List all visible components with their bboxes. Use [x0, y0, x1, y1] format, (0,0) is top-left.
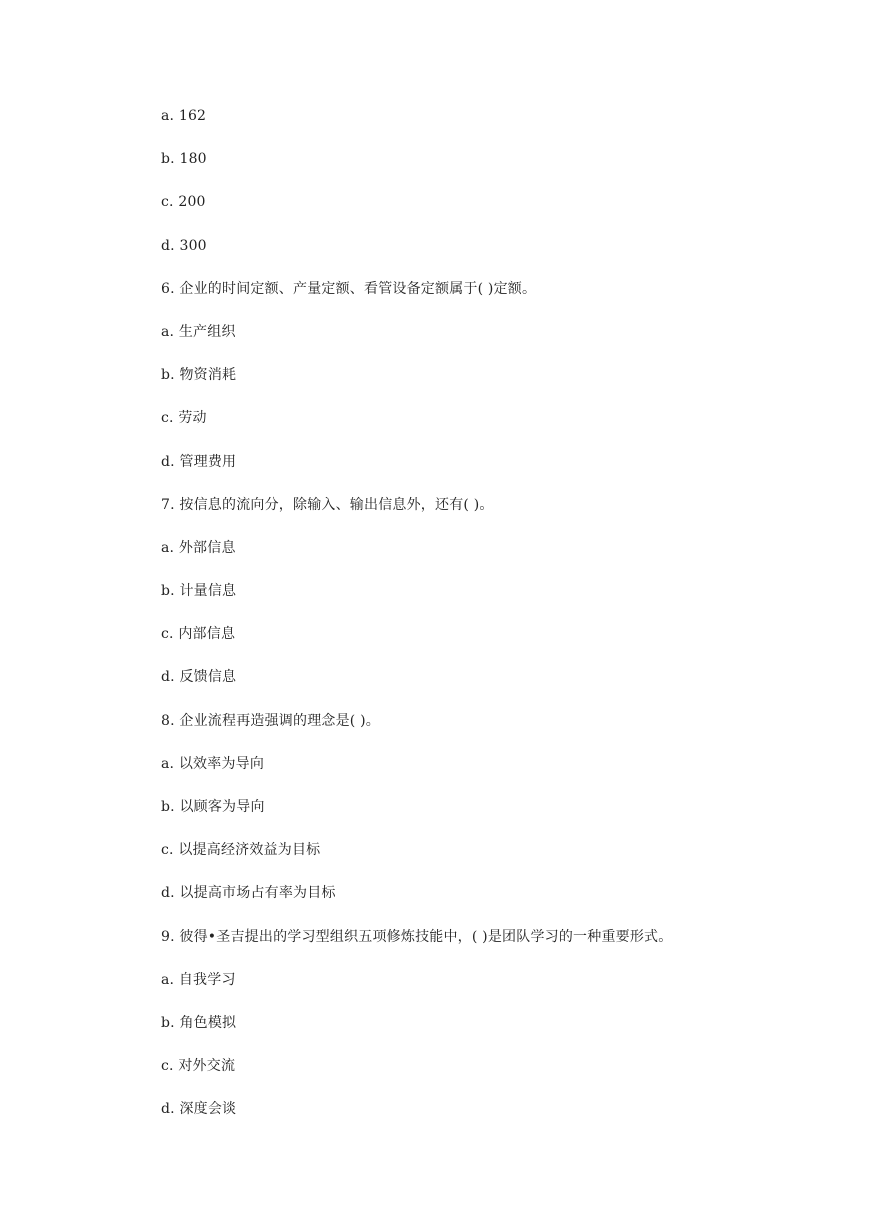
option-q5-a: a. 162 — [161, 108, 207, 124]
option-q5-d: d. 300 — [161, 237, 207, 254]
option-q9-a: a. 自我学习 — [161, 971, 236, 988]
question-7: 7. 按信息的流向分，除输入、输出信息外，还有( )。 — [161, 496, 494, 513]
option-q8-b: b. 以顾客为导向 — [161, 799, 265, 815]
question-9: 9. 彼得•圣吉提出的学习型组织五项修炼技能中，( )是团队学习的一种重要形式。 — [161, 928, 673, 945]
document-page — [161, 103, 841, 1140]
option-q7-d: d. 反馈信息 — [161, 669, 237, 686]
option-q9-c: c. 对外交流 — [161, 1058, 236, 1075]
question-8: 8. 企业流程再造强调的理念是( )。 — [161, 712, 380, 729]
option-q7-a: a. 外部信息 — [161, 539, 236, 556]
option-q6-c: c. 劳动 — [161, 410, 207, 427]
option-q5-b: b. 180 — [161, 151, 207, 168]
option-q6-d: d. 管理费用 — [161, 453, 237, 470]
option-q5-c: c. 200 — [161, 194, 206, 211]
option-q7-b: b. 计量信息 — [161, 583, 237, 600]
option-q9-b: b. 角色模拟 — [161, 1014, 237, 1031]
option-q6-b: b. 物资消耗 — [161, 367, 237, 384]
option-q8-d: d. 以提高市场占有率为目标 — [161, 885, 336, 902]
option-q6-a: a. 生产组织 — [161, 323, 236, 340]
question-6: 6. 企业的时间定额、产量定额、看管设备定额属于( )定额。 — [161, 280, 537, 297]
option-q8-c: c. 以提高经济效益为目标 — [161, 842, 321, 859]
option-q9-d: d. 深度会谈 — [161, 1101, 237, 1118]
option-q7-c: c. 内部信息 — [161, 626, 236, 643]
option-q8-a: a. 以效率为导向 — [161, 755, 265, 772]
